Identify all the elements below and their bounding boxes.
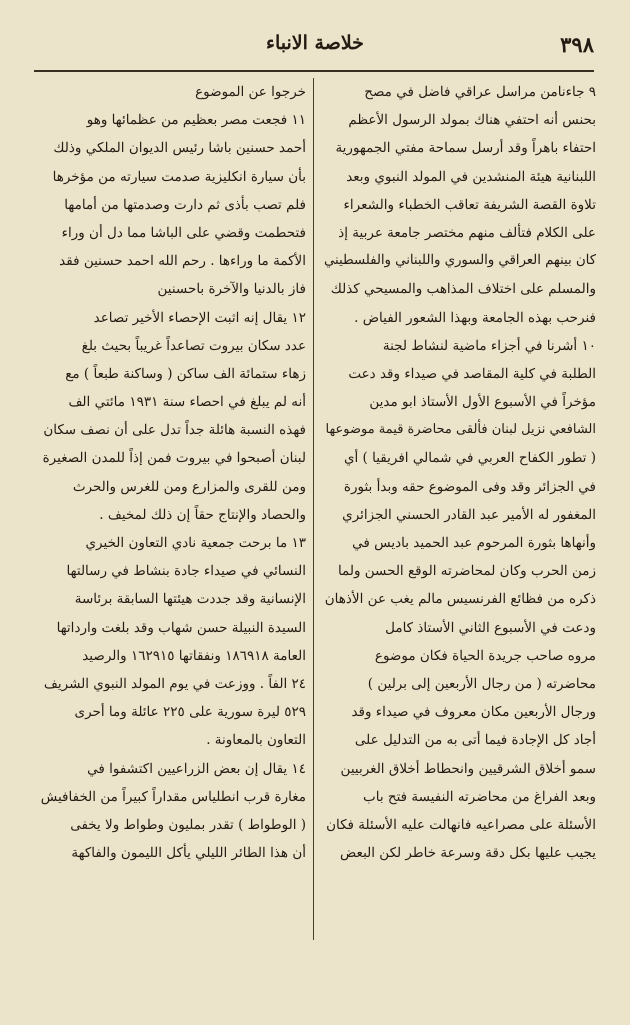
- text-line: بأن سيارة انكليزية صدمت سيارته من مؤخرها: [52, 168, 306, 185]
- text-line: الإنسانية وقد جددت هيئتها السابقة برئاسة: [74, 591, 306, 608]
- right-column: [322, 78, 596, 867]
- text-line: مغارة قرب انطلياس مقداراً كبيراً من الخفافيش: [40, 788, 306, 805]
- text-line: الشافعي نزيل لبنان فألقى محاضرة قيمة موضوعها: [325, 422, 596, 438]
- text-line: العامة ١٨٦٩١٨ ونفقاتها ١٦٢٩١٥ والرصيد: [82, 647, 306, 664]
- text-line: ومن للقرى والمزارع ومن للغرس والحرث: [72, 478, 306, 495]
- header-rule: [34, 70, 594, 72]
- text-line: التعاون بالمعاونة .: [206, 732, 306, 749]
- text-line: ( الوطواط ) تقدر بمليون وطواط ولا يخفى: [70, 816, 306, 833]
- text-line: عدد سكان بيروت تصاعداً غريباً بحيث بلغ: [81, 337, 306, 354]
- text-line: مؤخراً في الأسبوع الأول الأستاذ ابو مدين: [369, 394, 596, 411]
- text-line: على الكلام فتألف منهم مختصر جامعة عربية إذ: [338, 224, 596, 241]
- text-line: احتفاء باهراً وقد أرسل سماحة مفتي الجمهورية: [335, 140, 596, 157]
- text-line: أن هذا الطائر الليلي يأكل الليمون والفاكهة: [71, 845, 306, 862]
- text-line: فنرحب بهذه الجامعة وبهذا الشعور الفياض .: [354, 309, 596, 326]
- text-line: ١٣ ما برحت جمعية نادي التعاون الخيري: [85, 535, 306, 551]
- text-line: أنه لم يبلغ في احصاء سنة ١٩٣١ مائتي الف: [68, 394, 306, 411]
- text-line: محاضرته ( من رجال الأربعين إلى برلين ): [367, 675, 596, 692]
- text-line: وبعد الفراغ من محاضرته النفيسة فتح باب: [363, 788, 596, 805]
- text-line: خرجوا عن الموضوع: [195, 84, 306, 100]
- text-line: ١٢ يقال إنه اثبت الإحصاء الأخير تصاعد: [93, 309, 306, 326]
- text-line: والحصاد والإنتاج حقاً إن ذلك لمخيف .: [99, 506, 306, 523]
- text-line: ٢٤ الفاً . ووزعت في يوم المولد النبوي الشريف: [43, 675, 306, 692]
- left-column: [36, 78, 306, 867]
- text-line: زمن الحرب وكان لمحاضرته الوقع الحسن ولما: [337, 563, 596, 580]
- text-line: المغفور له الأمير عبد القادر الحسني الجزائري: [342, 506, 596, 523]
- text-line: بحنس أنه احتفي هناك بمولد الرسول الأعظم: [348, 112, 596, 129]
- text-line: مروه صاحب جريدة الحياة فكان موضوع: [374, 647, 596, 664]
- text-line: فهذه النسبة هائلة جداً تدل على أن نصف سكان: [43, 422, 306, 439]
- text-line: ٥٢٩ ليرة سورية على ٢٢٥ عائلة وما أحرى: [74, 704, 306, 721]
- text-line: السيدة النبيلة حسن شهاب وقد بلغت وارداتها: [56, 619, 306, 636]
- text-line: ( تطور الكفاح العربي في شمالي افريقيا ) أي: [343, 450, 596, 467]
- text-line: ودعت في الأسبوع الثاني الأستاذ كامل: [385, 619, 596, 636]
- page-number: ٣٩٨: [560, 32, 594, 57]
- text-line: ورجال الأربعين مكان معروف في صيداء وقد: [351, 704, 596, 721]
- text-line: والمسلم على اختلاف المذاهب والمسيحي كذلك: [330, 281, 596, 298]
- text-line: الأسئلة على مصراعيه فانهالت عليه الأسئلة فكان: [326, 816, 596, 833]
- text-line: ١٤ يقال إن بعض الزراعيين اكتشفوا في: [87, 760, 306, 777]
- column-divider: [313, 78, 314, 940]
- text-line: اللبنانية هيئة المنشدين في المولد النبوي وبعد: [346, 168, 596, 185]
- text-line: فاز بالدنيا والآخرة باحسنين: [157, 281, 306, 298]
- text-line: لبنان أصبحوا في بيروت فمن إذاً للمدن الصغيرة: [42, 450, 306, 467]
- text-line: ١١ فجعت مصر بعظيم من عظمائها وهو: [86, 112, 306, 129]
- text-line: كان بينهم العراقي والسوري واللبناني والفلسطيني: [324, 253, 596, 269]
- running-title: خلاصة الانباء: [266, 32, 364, 54]
- text-line: زهاء ستمائة الف ساكن ( وساكنة طبعاً ) مع: [65, 365, 306, 382]
- text-line: في الجزائر وقد وفى الموضوع حقه وبدأ بثورة: [343, 478, 596, 495]
- text-line: فلم تصب بأذى ثم دارت وصدمتها من أمامها: [64, 196, 306, 213]
- text-line: أحمد حسنين باشا رئيس الديوان الملكي وذلك: [53, 140, 306, 157]
- text-line: ١٠ أشرنا في أجزاء ماضية لنشاط لجنة: [382, 337, 596, 354]
- text-line: سمو أخلاق الشرقيين وانحطاط أخلاق الغربيين: [340, 760, 596, 777]
- text-line: ذكره من فظائع الفرنسيس مالم يغب عن الأذهان: [324, 591, 596, 608]
- text-line: الأكمة ما وراءها . رحم الله احمد حسنين فقد: [59, 253, 306, 270]
- text-line: يجيب عليها بكل دقة وسرعة خاطر لكن البعض: [340, 845, 596, 862]
- text-line: تلاوة القصة الشريفة تعاقب الخطباء والشعراء: [343, 196, 596, 213]
- text-line: فتحطمت وقضي على الباشا مما دل أن وراء: [61, 224, 306, 241]
- page-header: [36, 30, 594, 66]
- text-line: الطلبة في كلية المقاصد في صيداء وقد دعت: [348, 365, 596, 382]
- text-line: ٩ جاءنامن مراسل عراقي فاضل في مصح: [364, 84, 596, 100]
- text-line: النسائي في صيداء جادة بنشاط في رسالتها: [66, 563, 306, 580]
- text-line: وأنهاها بثورة المرحوم عبد الحميد باديس في: [352, 535, 596, 551]
- text-line: أجاد كل الإجادة فيما أتى به من التدليل على: [354, 732, 596, 749]
